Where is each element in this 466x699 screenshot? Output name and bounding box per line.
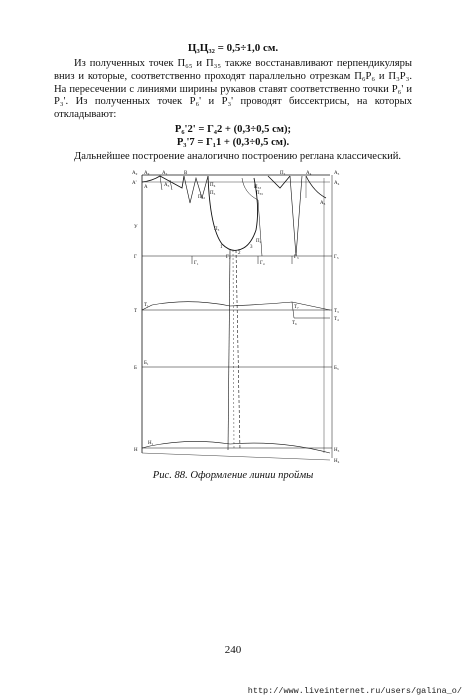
label-b2: Б [134,366,137,371]
label-p3: П₃ [214,227,220,232]
label-t4: Т₄ [334,317,339,322]
label-g: Г [134,255,137,260]
formula-1: Р₆'2' = Г₄2 + (0,3÷0,5 см); [174,124,292,135]
figure-labels [132,171,340,464]
watermark-url: http://www.liveinternet.ru/users/galina_o/ [247,686,462,696]
label-n2: 2 [238,251,241,256]
label-p33: П₃₃ [254,185,262,190]
label-n1: 1 [220,245,223,250]
label-p32: П₃₂ [198,195,206,200]
label-h: Н [134,448,138,453]
formula-2: Р₃'7 = Г₁1 + (0,3÷0,5 см). [176,137,290,148]
label-a5: А₅ [334,171,340,176]
label-a: А [144,185,148,190]
label-a4r: А₄ [334,181,340,186]
label-a3: А₃ [164,183,170,188]
armhole-curve [208,176,258,250]
label-p2: П₂ [280,171,286,176]
label-g4: Г₄ [260,261,265,266]
page-number: 240 [224,644,242,656]
label-t7: Т₇ [294,305,299,310]
label-p6: П₆ [210,183,216,188]
label-a3r: А₃ [320,201,326,206]
label-t6: Т₆ [292,321,297,326]
paragraph-1: Из полученных точек П₆₅ и П₃₅ также восстанавливают перпендикуляры вниз и которые, соответственно проходят параллельно отрезкам П₆Р₆ и П₃Р₃. На пересечении с линиями ширины рукавов ставят соответственно точки Р₆' и Р₃'. Из полученных точек Р₆' и Р₃' проводят биссектрисы, на которых откладывают: [54,58,412,121]
label-a0: А₀ [132,171,138,176]
pattern-figure [130,168,348,473]
label-b3: Б₃ [334,366,339,371]
label-b1: Б₁ [144,361,149,366]
label-p4: П₄ [256,239,262,244]
label-h3: Н₃ [334,448,340,453]
pattern-drawing [130,168,348,473]
label-n3: 3 [250,245,253,250]
label-g5: Г₅ [334,255,339,260]
formula-top: Ц₃Ц₃₂ = 0,5÷1,0 см. [187,42,279,54]
label-g1: Г₁ [194,261,199,266]
label-h4: Н₄ [334,459,340,464]
label-a1: А' [132,181,137,186]
label-a2: А₂ [162,171,168,176]
label-a4: А₄ [306,171,312,176]
label-t1: Т₁ [144,303,149,308]
label-g2: Г₂ [226,255,231,260]
label-p5: П₅ [210,191,216,196]
paragraph-2: Дальнейшее построение аналогично построению реглана классический. [74,151,402,162]
label-t: Т [134,309,138,314]
label-p35: П₃₅ [256,191,264,196]
label-a0b: А₀ [144,171,150,176]
figure-caption: Рис. 88. Оформление линии проймы [152,470,314,481]
label-t3: Т₃ [334,309,339,314]
label-b: В [184,171,188,176]
label-h1: Н₁ [148,441,154,446]
label-y: У [134,225,138,230]
label-g3: Г₃ [294,255,299,260]
